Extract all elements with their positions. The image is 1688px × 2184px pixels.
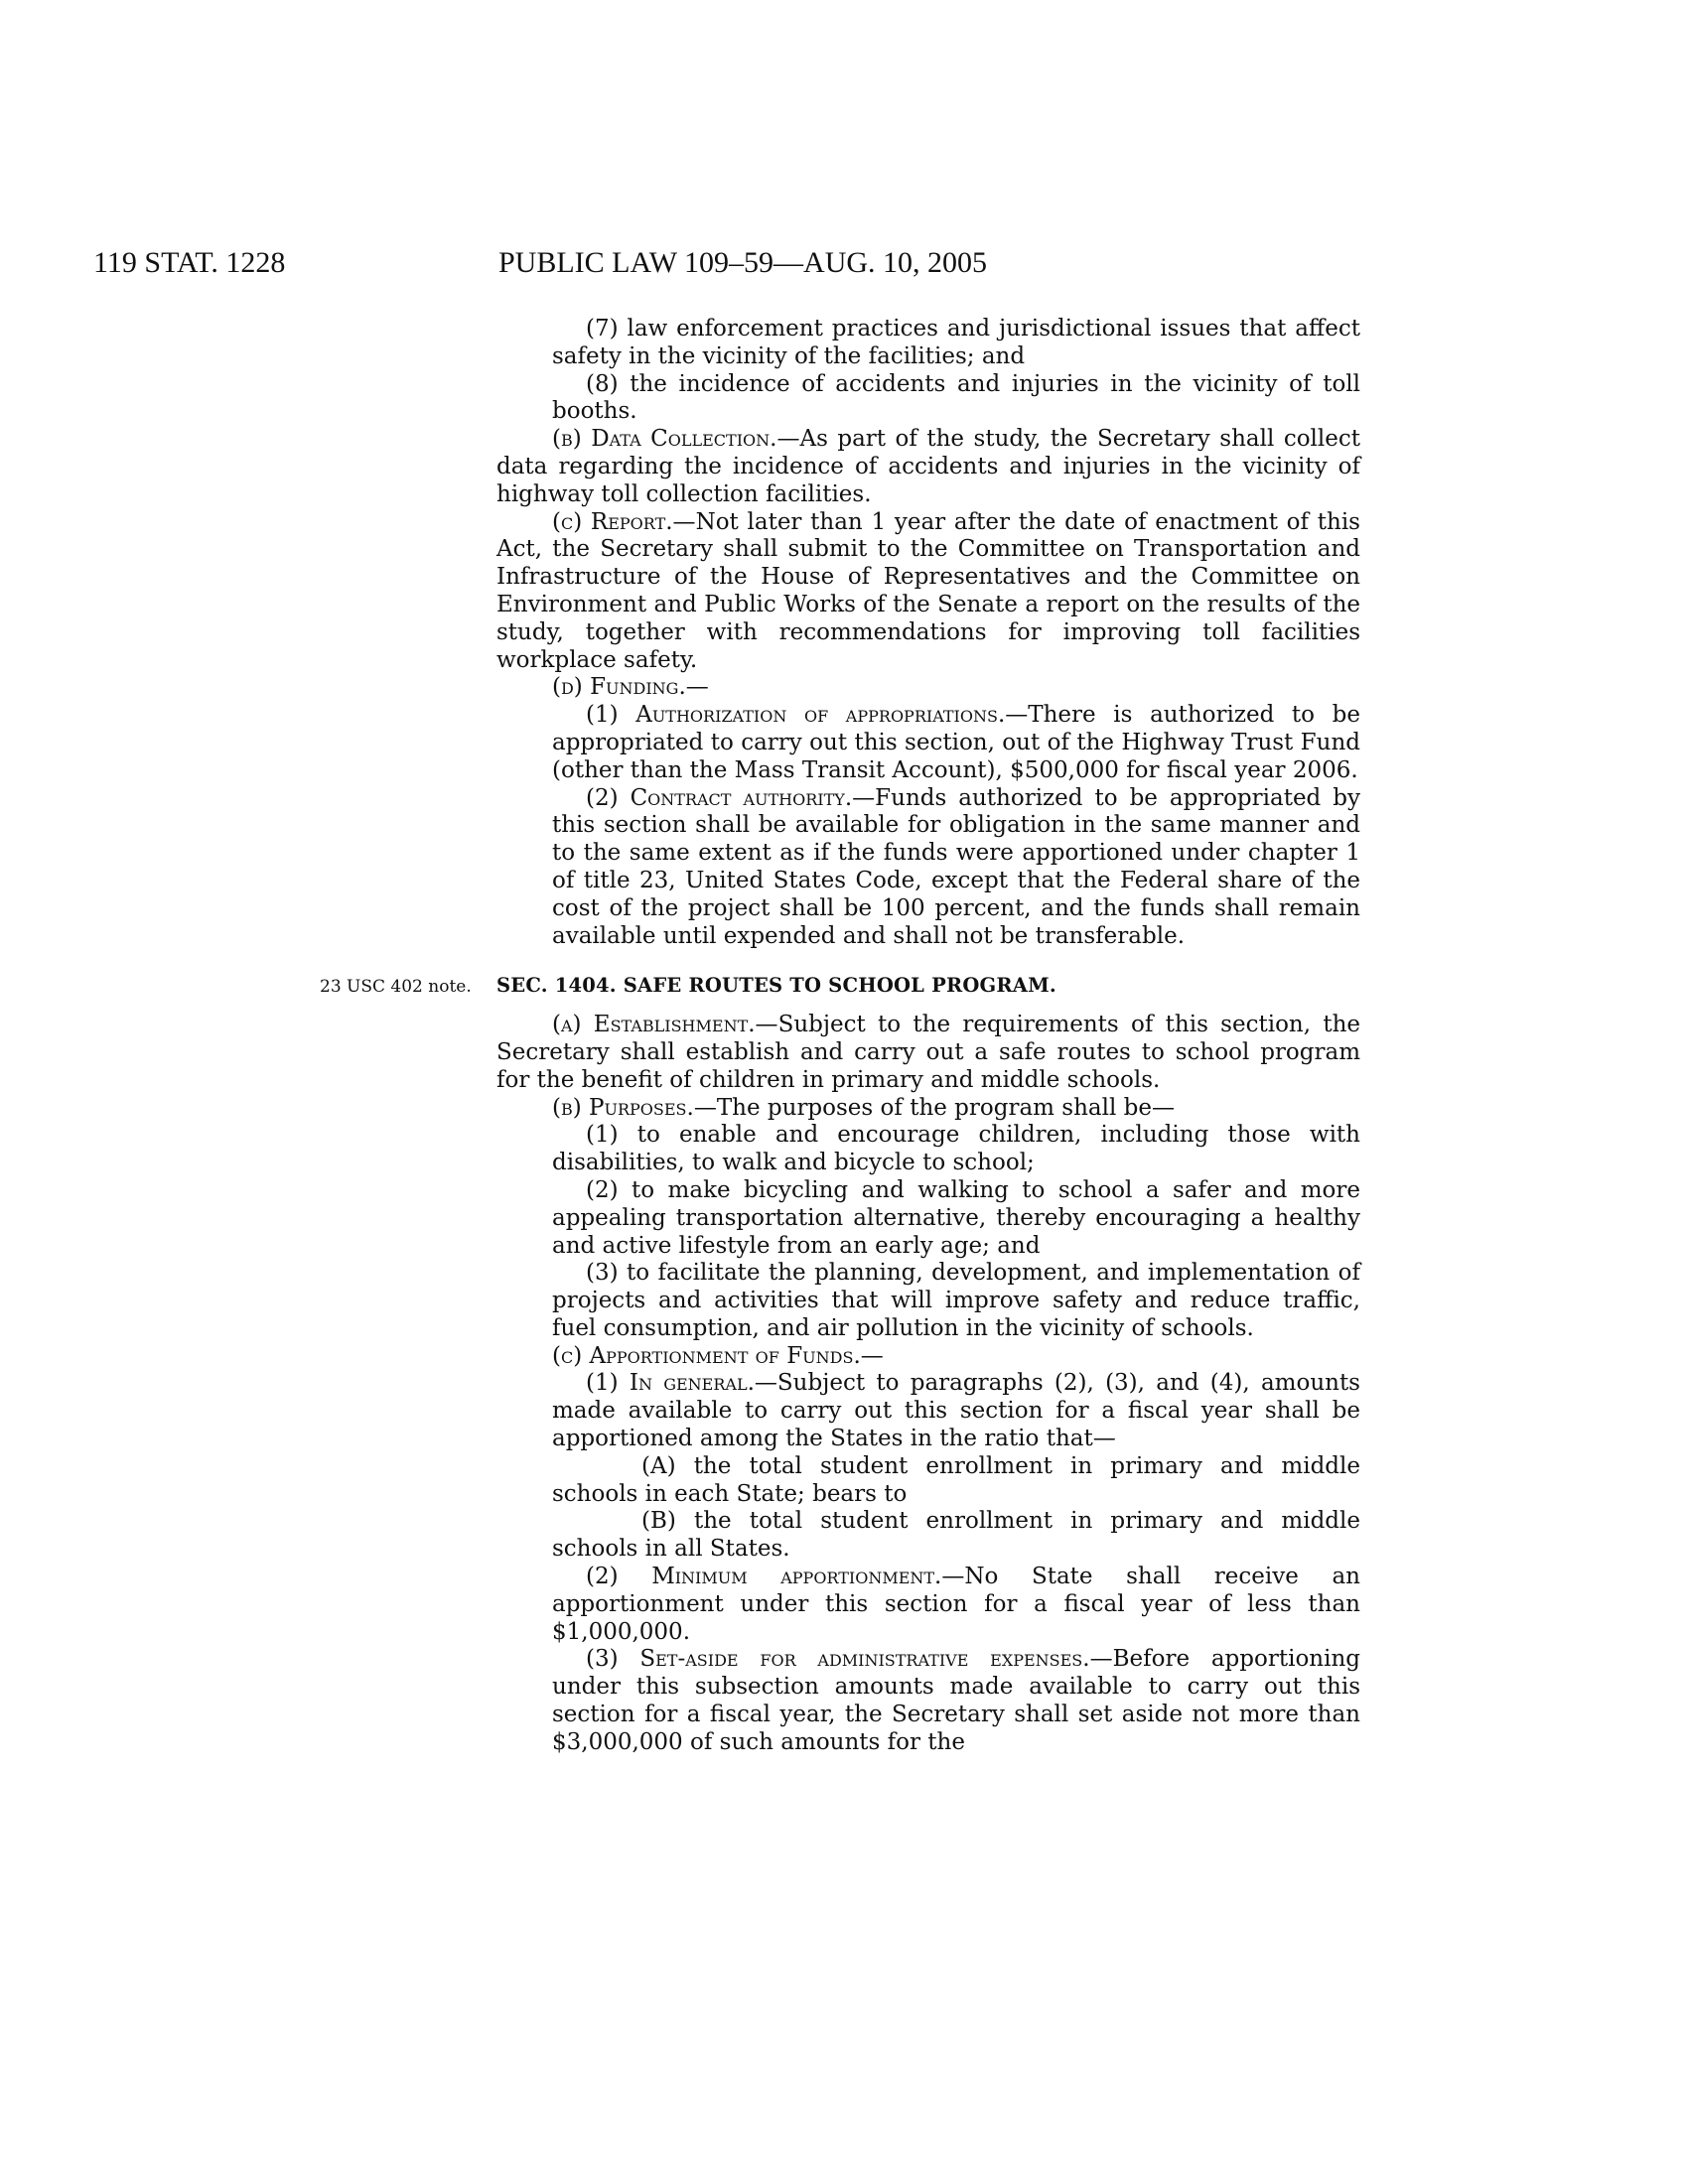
paragraph <box>496 1260 1360 1342</box>
paragraph <box>496 371 1360 427</box>
paragraph-label: (3) Set-aside for administrative expenses.— <box>586 1646 1113 1673</box>
paragraph-text: As part of the study, the Secretary shall collect data regarding the incidence of accidents and injuries in the vicinity of highway toll collection facilities. <box>496 426 1360 507</box>
paragraph-text: (A) the total student enrollment in primary and middle schools in each State; bears to <box>552 1452 1360 1507</box>
paragraphs-after-section <box>496 1012 1360 1757</box>
paragraph <box>496 1012 1360 1094</box>
paragraph <box>496 509 1360 675</box>
paragraph <box>496 1122 1360 1177</box>
paragraph-label: (b) Data Collection.— <box>552 426 800 453</box>
paragraph <box>496 1095 1360 1123</box>
paragraph <box>496 1370 1360 1452</box>
paragraph <box>496 1508 1360 1564</box>
paragraph-label: (b) Purposes.— <box>552 1094 717 1121</box>
paragraph <box>496 674 1360 702</box>
paragraph-label: (1) In general.— <box>586 1370 777 1397</box>
paragraph-text: The purposes of the program shall be— <box>716 1094 1175 1121</box>
paragraph-text: Subject to the requirements of this section, the Secretary shall establish and carry out a safe routes to school program for the benefit of children in primary and middle schools. <box>496 1012 1360 1093</box>
paragraph-text: (2) to make bicycling and walking to school a safer and more appealing transportation alternative, thereby encouraging a healthy and active lifestyle from an early age; and <box>552 1176 1360 1259</box>
paragraph <box>496 702 1360 784</box>
paragraph <box>496 316 1360 371</box>
paragraph-label: (2) Minimum apportionment.— <box>586 1564 965 1590</box>
paragraph <box>496 1453 1360 1509</box>
paragraph-text: Before apportioning under this subsection amounts made available to carry out this section for a fiscal year, the Secretary shall set aside not more than $3,000,000 of such amounts for the <box>552 1646 1360 1755</box>
paragraph-text: (3) to facilitate the planning, development, and implementation of projects and activities that will improve safety and reduce traffic, fuel consumption, and air pollution in the vicinity of schools. <box>552 1260 1360 1341</box>
paragraph-text: There is authorized to be appropriated to carry out this section, out of the Highway Trust Fund (other than the Mass Transit Account), $500,000 for fiscal year 2006. <box>552 702 1360 783</box>
paragraph-text: Subject to paragraphs (2), (3), and (4), amounts made available to carry out this section for a fiscal year shall be apportioned among the States in the ratio that— <box>552 1370 1360 1452</box>
paragraph-label: (1) Authorization of appropriations.— <box>586 702 1029 729</box>
paragraph <box>496 426 1360 508</box>
paragraph-text: (B) the total student enrollment in primary and middle schools in all States. <box>552 1508 1360 1563</box>
paragraph <box>496 1177 1360 1260</box>
paragraph-text: No State shall receive an apportionment under this section for a fiscal year of less than $1,000,000. <box>552 1564 1360 1645</box>
paragraph <box>496 1646 1360 1756</box>
section-1404 <box>320 972 1360 1000</box>
paragraph-text: (7) law enforcement practices and jurisdictional issues that affect safety in the vicinity of the facilities; and <box>552 316 1360 369</box>
statute-page-number: 119 STAT. 1228 <box>93 246 286 279</box>
section-heading: SEC. 1404. SAFE ROUTES TO SCHOOL PROGRAM. <box>496 974 1056 998</box>
paragraph <box>496 1564 1360 1646</box>
paragraph-label: (c) Apportionment of Funds.— <box>552 1342 884 1369</box>
paragraph <box>496 785 1360 951</box>
paragraph-label: (d) Funding.— <box>552 674 709 701</box>
paragraphs-before-section <box>496 316 1360 950</box>
paragraph-label: (a) Establishment.— <box>552 1012 778 1038</box>
paragraph-label: (c) Report.— <box>552 508 696 535</box>
document-body <box>320 316 1360 1757</box>
paragraph-text: Funds authorized to be appropriated by this section shall be available for obligation in the same manner and to the same extent as if the funds were apportioned under chapter 1 of title 23, United States Code, except that the Federal share of the cost of the project shall be 100 percent, and the funds shall remain available until expended and shall not be transferable. <box>552 784 1360 949</box>
paragraph-text: Not later than 1 year after the date of enactment of this Act, the Secretary shall submit to the Committee on Transportation and Infrastructure of the House of Representatives and the Committee on Environment and Public Works of the Senate a report on the results of the study, together with recommendations for improving toll facilities workplace safety. <box>496 508 1360 673</box>
public-law-title: PUBLIC LAW 109–59—AUG. 10, 2005 <box>498 246 988 279</box>
page-header <box>0 246 1688 286</box>
paragraph <box>496 1343 1360 1371</box>
paragraph-text: (1) to enable and encourage children, including those with disabilities, to walk and bicycle to school; <box>552 1122 1360 1176</box>
margin-note-citation: 23 USC 402 note. <box>320 977 472 998</box>
paragraph-text: (8) the incidence of accidents and injuries in the vicinity of toll booths. <box>552 370 1360 425</box>
paragraph-label: (2) Contract authority.— <box>586 784 876 811</box>
